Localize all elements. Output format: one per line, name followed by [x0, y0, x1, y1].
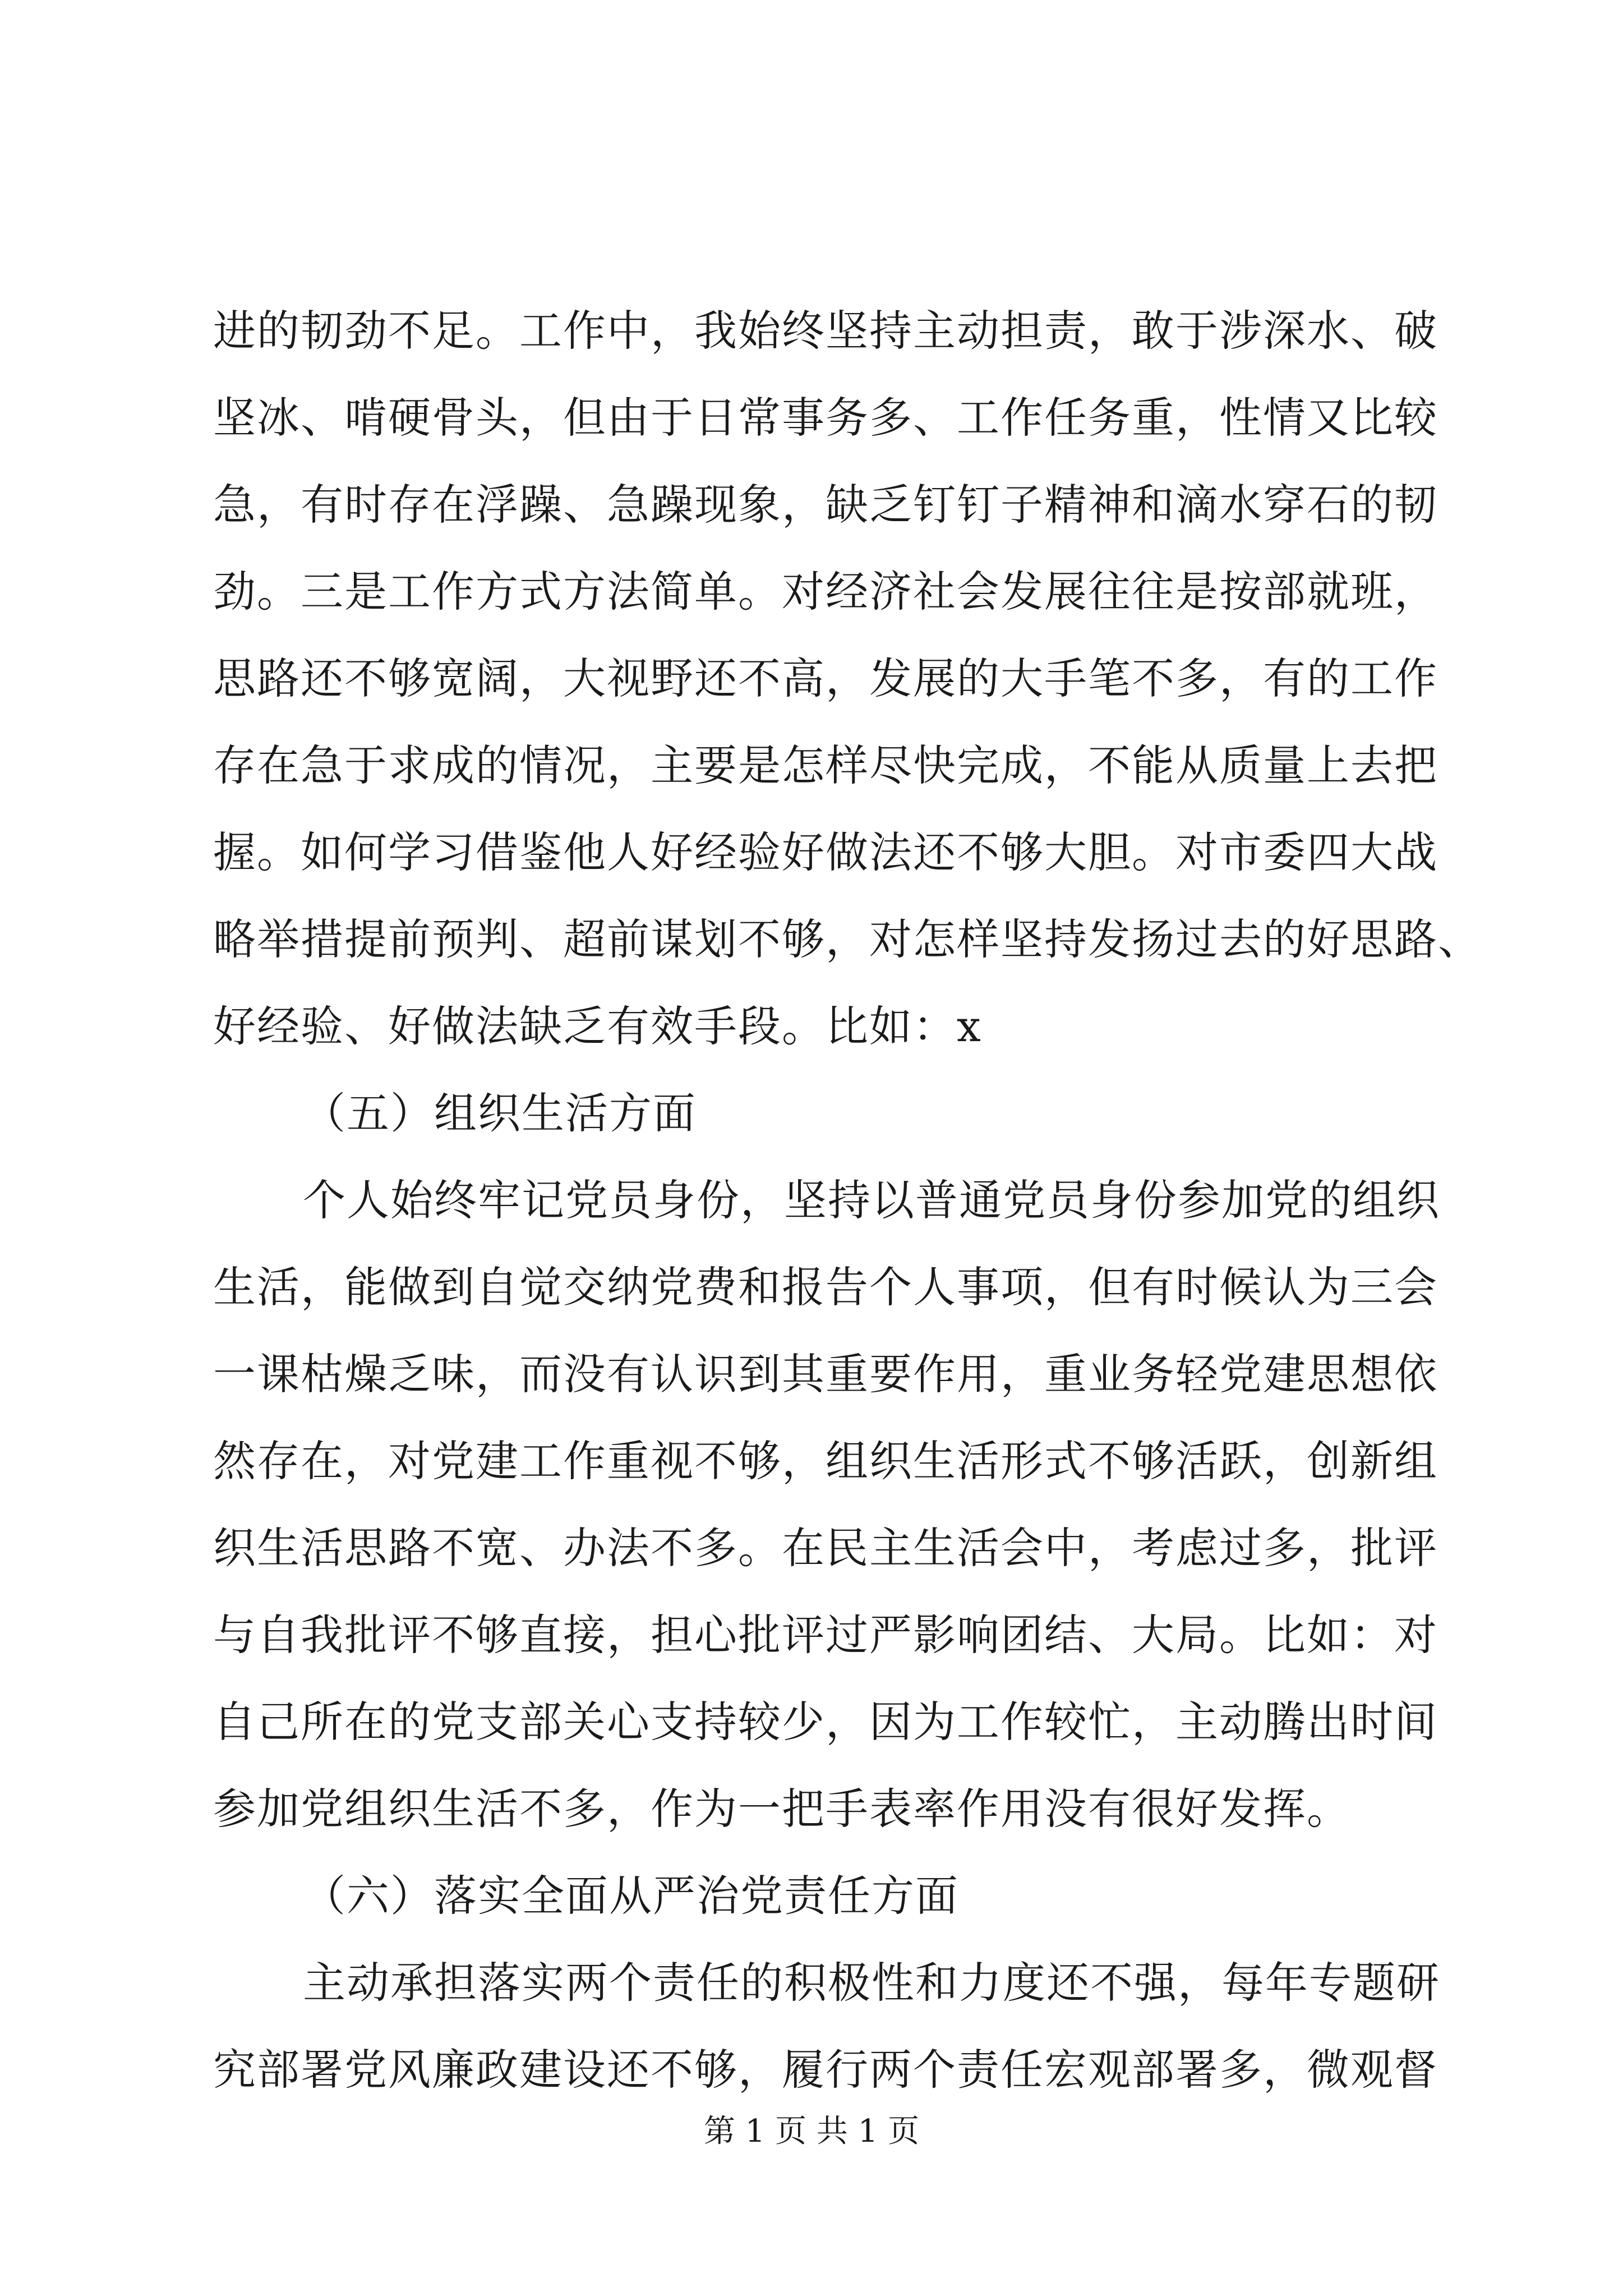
body-line: 略举措提前预判、超前谋划不够，对怎样坚持发扬过去的好思路、 — [213, 914, 1482, 964]
body-line: 究部署党风廉政建设还不够，履行两个责任宏观部署多，微观督 — [213, 2045, 1438, 2095]
body-line: 急，有时存在浮躁、急躁现象，缺乏钉钉子精神和滴水穿石的韧 — [213, 480, 1438, 530]
body-line: 参加党组织生活不多，作为一把手表率作用没有很好发挥。 — [213, 1784, 1350, 1834]
body-line: 自己所在的党支部关心支持较少，因为工作较忙，主动腾出时间 — [213, 1697, 1438, 1747]
body-line: 存在急于求成的情况，主要是怎样尽快完成，不能从质量上去把 — [213, 740, 1438, 790]
body-line: 一课枯燥乏味，而没有认识到其重要作用，重业务轻党建思想依 — [213, 1349, 1438, 1399]
section-heading-6: （六）落实全面从严治党责任方面 — [303, 1871, 959, 1921]
body-line: 坚冰、啃硬骨头，但由于日常事务多、工作任务重，性情又比较 — [213, 393, 1438, 443]
body-line: 与自我批评不够直接，担心批评过严影响团结、大局。比如：对 — [213, 1610, 1438, 1660]
body-line: 然存在，对党建工作重视不够，组织生活形式不够活跃，创新组 — [213, 1436, 1438, 1486]
body-line: 个人始终牢记党员身份，坚持以普通党员身份参加党的组织 — [303, 1175, 1440, 1225]
body-line: 主动承担落实两个责任的积极性和力度还不强，每年专题研 — [303, 1958, 1440, 2008]
body-line: 劲。三是工作方式方法简单。对经济社会发展往往是按部就班， — [213, 567, 1438, 616]
body-line: 握。如何学习借鉴他人好经验好做法还不够大胆。对市委四大战 — [213, 827, 1438, 877]
body-line: 思路还不够宽阔，大视野还不高，发展的大手笔不多，有的工作 — [213, 654, 1438, 703]
body-line: 生活，能做到自觉交纳党费和报告个人事项，但有时候认为三会 — [213, 1262, 1438, 1312]
body-line: 好经验、好做法缺乏有效手段。比如：x — [213, 1001, 982, 1051]
body-line: 织生活思路不宽、办法不多。在民主生活会中，考虑过多，批评 — [213, 1523, 1438, 1573]
page-footer: 第 1 页 共 1 页 — [703, 2113, 920, 2150]
body-line: 进的韧劲不足。工作中，我始终坚持主动担责，敢于涉深水、破 — [213, 306, 1438, 356]
section-heading-5: （五）组织生活方面 — [303, 1088, 697, 1138]
